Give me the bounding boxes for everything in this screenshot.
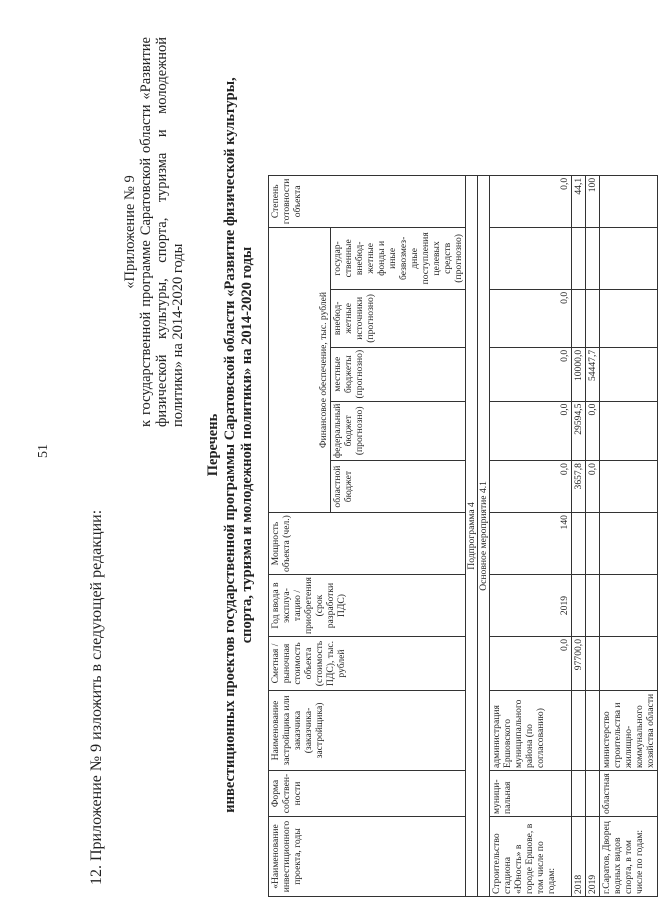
cell-local (600, 347, 658, 401)
section-row (466, 175, 478, 896)
header-federal: федеральный бюджет (прогнозно) (331, 401, 466, 461)
cell-regional (600, 461, 658, 513)
cell-state-funds (572, 227, 586, 289)
cell-offbudget (600, 289, 658, 347)
cell-ownership (586, 771, 600, 817)
cell-name: 2018 (572, 817, 586, 897)
cell-local: 10000,0 (572, 347, 586, 401)
cell-ownership: муници-пальная (490, 771, 572, 817)
table-row (586, 175, 600, 896)
cell-regional: 3657,8 (572, 461, 586, 513)
cell-local: 0,0 (490, 347, 572, 401)
table-row (572, 175, 586, 896)
section-event: Основное мероприятие 4.1 (478, 175, 490, 896)
cell-offbudget (586, 289, 600, 347)
cell-federal: 0,0 (586, 401, 600, 461)
title-line-2: инвестиционных проектов государственной программы Саратовской области «Развитие физической культуры, (222, 77, 238, 813)
cell-developer (586, 691, 600, 771)
header-offbudget: внебюд-жетные источники (прогнозно) (331, 289, 466, 347)
header-readiness: Степень готовности объекта (269, 175, 466, 227)
cell-federal: 0,0 (490, 401, 572, 461)
header-name: «Наименование инвестиционного проекта, годы (269, 817, 466, 897)
cell-developer (572, 691, 586, 771)
cell-capacity (572, 513, 586, 575)
header-local: местные бюджеты (прогнозно) (331, 347, 466, 401)
cell-readiness (600, 175, 658, 227)
cell-offbudget (572, 289, 586, 347)
appendix-title: «Приложение № 9 (122, 175, 138, 289)
header-ownership: Форма собствен-ности (269, 771, 466, 817)
cell-capacity: 140 (490, 513, 572, 575)
cell-readiness: 100 (586, 175, 600, 227)
cell-regional: 0,0 (490, 461, 572, 513)
cell-name: Строительство стадиона «Юность» в городе Ершове, в том числе по годам: (490, 817, 572, 897)
cell-ownership (572, 771, 586, 817)
cell-local: 54447,7 (586, 347, 600, 401)
cell-readiness: 44,1 (572, 175, 586, 227)
cell-name: г.Саратов, Дворец водных видов спорта, в том числе по годам: (600, 817, 658, 897)
cell-cost (600, 637, 658, 691)
header-year: Год ввода в эксплуа-тацию / приобретения (срок разработки ПДС) (269, 575, 466, 637)
title-line-1: Перечень (205, 413, 221, 477)
cell-developer: министерство строительства и жилищно-коммунального хозяйства области (600, 691, 658, 771)
cell-cost: 97700,0 (572, 637, 586, 691)
document-title (205, 45, 256, 845)
appendix-text: к государственной программе Саратовской области «Развитие физической культуры, спорта, туризма и молодежной политики» на 2014-2020 годы (138, 37, 186, 427)
cell-year (572, 575, 586, 637)
header-developer: Наименование застройщика или заказчика (заказчика-застройщика) (269, 691, 466, 771)
cell-state-funds (600, 227, 658, 289)
header-regional: областной бюджет (331, 461, 466, 513)
intro-line: 12. Приложение № 9 изложить в следующей редакции: (88, 509, 105, 885)
page-number: 51 (36, 444, 51, 458)
header-capacity: Мощность объекта (чел.) (269, 513, 466, 575)
cell-year: 2019 (490, 575, 572, 637)
section-row (478, 175, 490, 896)
appendix-block (122, 37, 186, 427)
cell-capacity (600, 513, 658, 575)
section-subprogram: Подпрограмма 4 (466, 175, 478, 896)
cell-year (600, 575, 658, 637)
cell-readiness: 0,0 (490, 175, 572, 227)
header-financing: Финансовое обеспечение, тыс. рублей (269, 227, 331, 512)
cell-ownership: областная (600, 771, 658, 817)
header-cost: Сметная / рыночная стоимость объекта (стоимость ПДС), тыс. рублей (269, 637, 466, 691)
cell-cost (586, 637, 600, 691)
table-row (600, 175, 658, 896)
header-state-funds: государ-ственные внебюд-жетные фонды и иные безвозмез-дные поступления целевых средств (прогнозно) (331, 227, 466, 289)
cell-state-funds (586, 227, 600, 289)
investment-projects-table (268, 175, 658, 897)
cell-state-funds (490, 227, 572, 289)
header-row (269, 175, 331, 896)
cell-federal: 29594,5 (572, 401, 586, 461)
cell-year (586, 575, 600, 637)
table-row (490, 175, 572, 896)
cell-developer: администрация Ершовского муниципального района (по согласованию) (490, 691, 572, 771)
cell-regional: 0,0 (586, 461, 600, 513)
cell-name: 2019 (586, 817, 600, 897)
cell-cost: 0,0 (490, 637, 572, 691)
cell-offbudget: 0,0 (490, 289, 572, 347)
cell-federal (600, 401, 658, 461)
cell-capacity (586, 513, 600, 575)
title-line-3: спорта, туризма и молодежной политики» на 2014-2020 годы (239, 246, 255, 644)
